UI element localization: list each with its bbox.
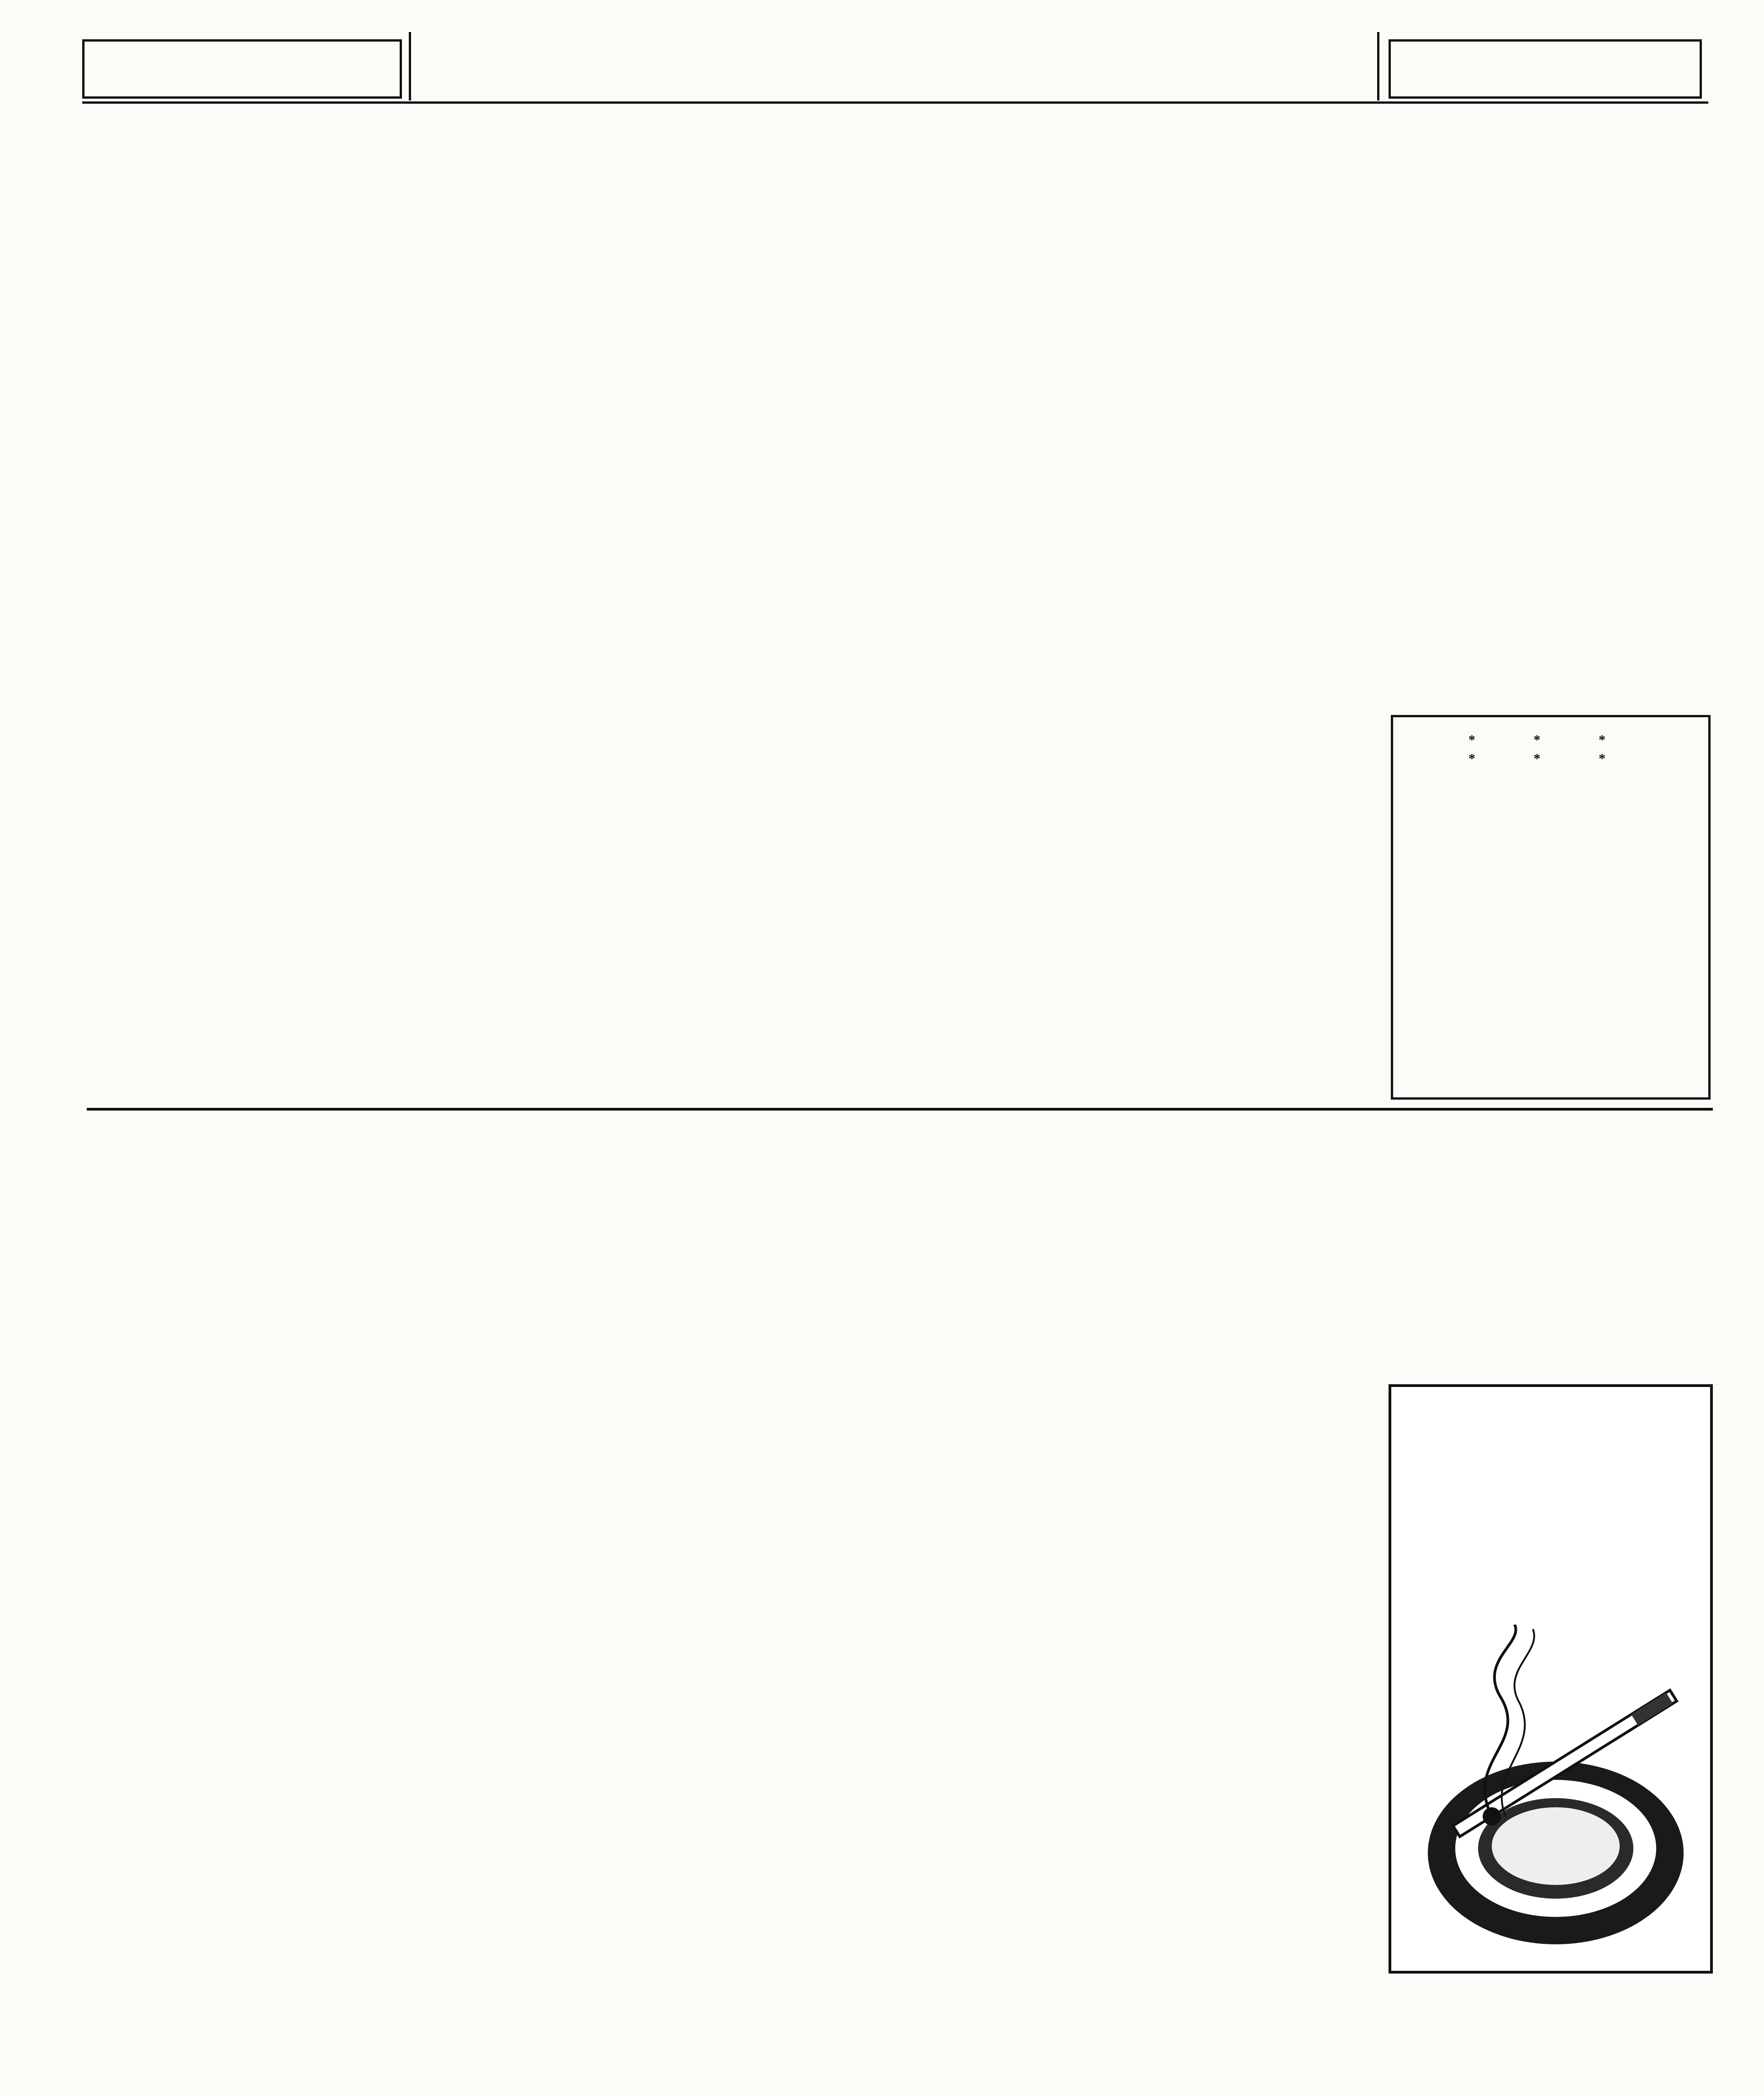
advert-tagline	[1410, 1520, 1701, 1546]
weather-forecast-right	[1389, 39, 1702, 99]
asterisk-separator: * * *	[1468, 751, 1633, 766]
page-title	[411, 32, 1377, 96]
divider	[1377, 32, 1379, 101]
header-rule	[82, 101, 1708, 104]
asterisk-separator: * * *	[1468, 732, 1633, 747]
weather-forecast-left	[82, 39, 402, 99]
de-reszke-advert	[1389, 1384, 1713, 1974]
notice-box	[1391, 715, 1711, 1100]
section-rule	[87, 1108, 1713, 1111]
ashtray-cigarette-illustration	[1410, 1625, 1693, 1963]
